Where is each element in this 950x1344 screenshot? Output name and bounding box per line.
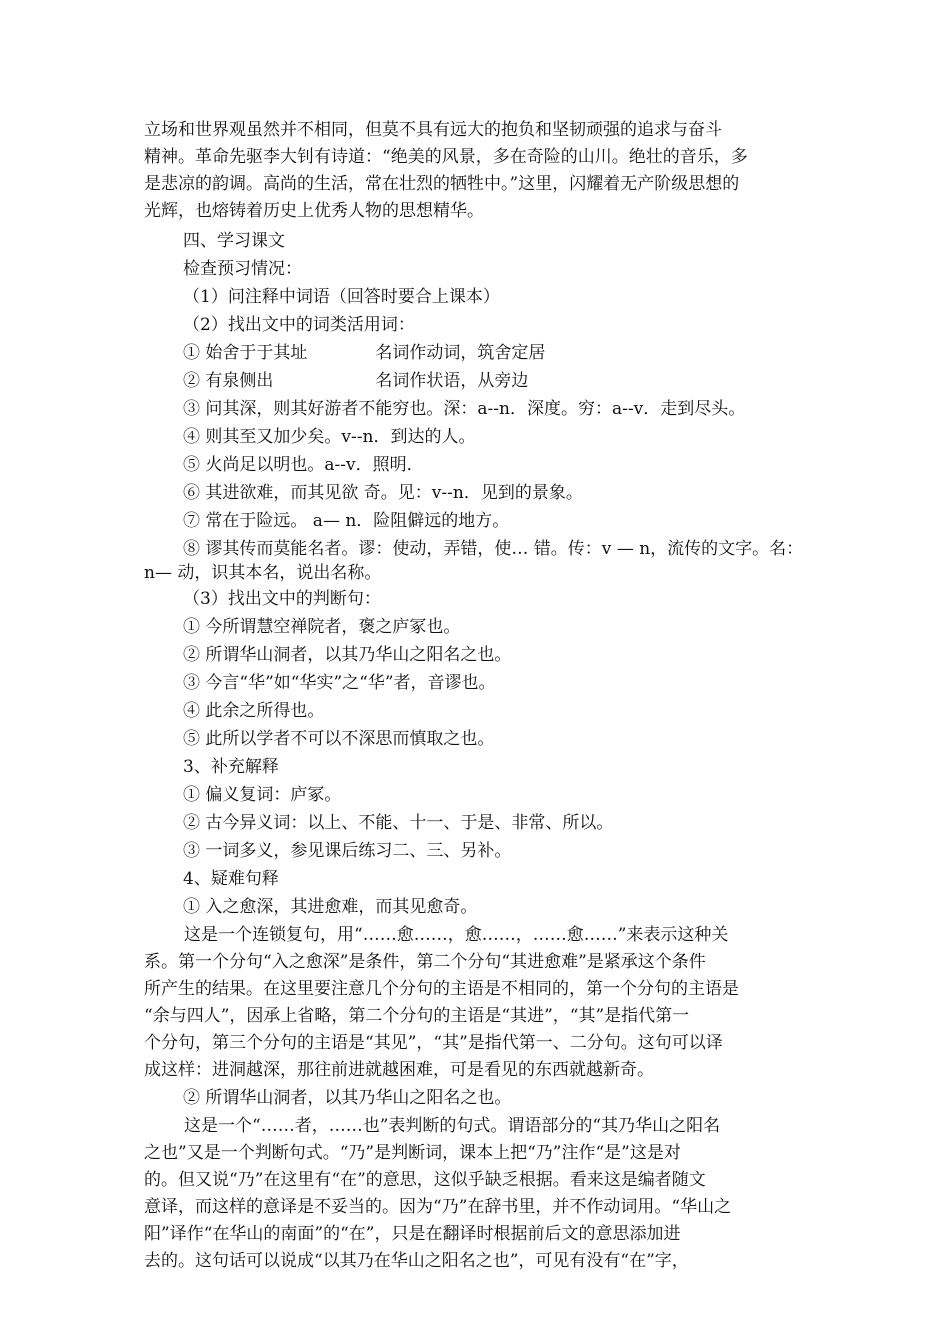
paragraph-line: 所产生的结果。在这里要注意几个分句的主语是不相同的，第一个分句的主语是	[144, 979, 739, 999]
list-item-continuation: n— 动，识其本名，说出名称。	[144, 563, 382, 583]
list-item: ④ 则其至又加少矣。v--n．到达的人。	[183, 427, 476, 447]
list-item: （3）找出文中的判断句：	[183, 589, 381, 609]
paragraph-line: 个分句，第三个分句的主语是“其见”，“其”是指代第一、二分句。这句可以译	[144, 1033, 723, 1053]
paragraph-line: “余与四人”，因承上省略，第二个分句的主语是“其进”，“其”是指代第一	[144, 1006, 690, 1026]
list-item: ⑤ 火尚足以明也。a--v．照明．	[183, 455, 424, 475]
paragraph-line: 的。但又说“乃”在这里有“在”的意思，这似乎缺乏根据。看来这是编者随文	[144, 1170, 706, 1190]
list-item: ① 今所谓慧空禅院者，褒之庐冢也。	[183, 617, 461, 637]
subheading: 检查预习情况：	[183, 259, 302, 279]
subheading: 3、补充解释	[183, 757, 279, 777]
list-item: ② 有泉侧出 名词作状语，从旁边	[183, 371, 529, 391]
list-item: ⑦ 常在于险远。 a— n．险阻僻远的地方。	[183, 511, 510, 531]
list-item: ③ 今言“华”如“华实”之“华”者，音谬也。	[183, 673, 496, 693]
list-item: ⑥ 其进欲难，而其见欲 奇。见：v--n．见到的景象。	[183, 483, 583, 503]
list-item: （1）问注释中词语（回答时要合上课本）	[183, 287, 500, 307]
list-item: ① 偏义复词：庐冢。	[183, 785, 342, 805]
paragraph-line: 这是一个“……者，……也”表判断的句式。谓语部分的“其乃华山之阳名	[184, 1116, 721, 1136]
list-item: ⑧ 谬其传而莫能名者。谬：使动，弄错，使… 错。传：v — n，流传的文字。名：	[183, 539, 804, 559]
paragraph-line: 这是一个连锁复句，用“……愈……，愈……，……愈……”来表示这种关	[184, 925, 729, 945]
list-item: ③ 问其深，则其好游者不能穷也。深：a--n．深度。穷：a--v．走到尽头。	[183, 399, 746, 419]
paragraph-line: 光辉，也熔铸着历史上优秀人物的思想精华。	[144, 201, 484, 221]
list-item: ② 古今异义词：以上、不能、十一、于是、非常、所以。	[183, 813, 614, 833]
paragraph-line: 系。第一个分句“入之愈深”是条件，第二个分句“其进愈难”是紧承这个条件	[144, 952, 706, 972]
paragraph-line: 立场和世界观虽然并不相同，但莫不具有远大的抱负和坚韧顽强的追求与奋斗	[144, 120, 722, 140]
paragraph-line: 精神。革命先驱李大钊有诗道：“绝美的风景，多在奇险的山川。绝壮的音乐，多	[144, 147, 748, 167]
list-item: ④ 此余之所得也。	[183, 701, 325, 721]
list-item: ① 始舍于于其址 名词作动词，筑舍定居	[183, 343, 546, 363]
list-item: ② 所谓华山洞者，以其乃华山之阳名之也。	[183, 1088, 512, 1108]
list-item: ① 入之愈深，其进愈难，而其见愈奇。	[183, 897, 478, 917]
section-heading: 四、学习课文	[183, 231, 285, 251]
paragraph-line: 意译，而这样的意译是不妥当的。因为“乃”在辞书里，并不作动词用。“华山之	[144, 1197, 732, 1217]
list-item: ③ 一词多义，参见课后练习二、三、另补。	[183, 841, 512, 861]
paragraph-line: 是悲凉的韵调。高尚的生活，常在壮烈的牺牲中。”这里，闪耀着无产阶级思想的	[144, 174, 740, 194]
list-item: ② 所谓华山洞者，以其乃华山之阳名之也。	[183, 645, 512, 665]
paragraph-line: 阳”译作“在华山的南面”的“在”，只是在翻译时根据前后文的意思添加进	[144, 1224, 681, 1244]
list-item: ⑤ 此所以学者不可以不深思而慎取之也。	[183, 729, 495, 749]
paragraph-line: 去的。这句话可以说成“以其乃在华山之阳名之也”，可见有没有“在”字，	[144, 1251, 689, 1271]
list-item: （2）找出文中的词类活用词：	[183, 315, 415, 335]
subheading: 4、疑难句释	[183, 869, 279, 889]
paragraph-line: 之也”又是一个判断句式。“乃”是判断词，课本上把“乃”注作“是”这是对	[144, 1143, 681, 1163]
paragraph-line: 成这样：进洞越深，那往前进就越困难，可是看见的东西就越新奇。	[144, 1060, 654, 1080]
